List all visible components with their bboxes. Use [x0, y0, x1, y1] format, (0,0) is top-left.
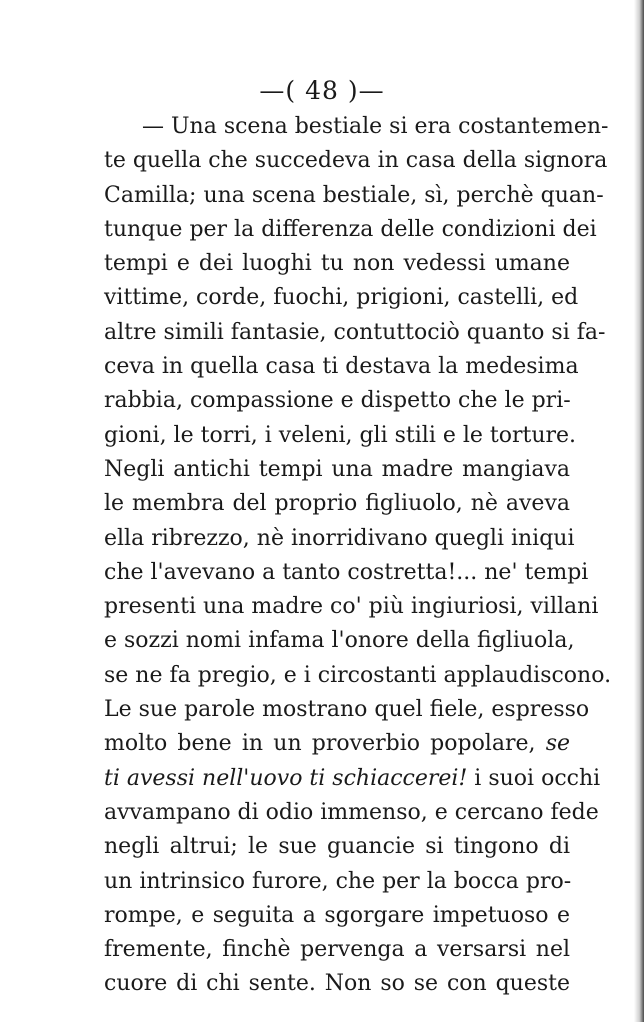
body-text: [104, 110, 612, 1002]
text-line: le membra del proprio figliuolo, nè aveva: [104, 491, 570, 517]
text-line: presenti una madre co' più ingiuriosi, villani: [104, 594, 599, 620]
page-edge-shadow: [634, 0, 644, 1022]
text-line: Le sue parole mostrano quel fiele, espresso: [104, 697, 590, 723]
text-line: negli altrui; le sue guancie si tingono di: [104, 834, 570, 860]
page-number: —( 48 )—: [259, 76, 385, 105]
text-line: avvampano di odio immenso, e cercano fede: [104, 799, 599, 825]
text-line: tunque per la differenza delle condizioni dei: [104, 216, 597, 242]
text-line: fremente, finchè pervenga a versarsi nel: [104, 937, 570, 963]
text-line: se ne fa pregio, e i circostanti applaudiscono.: [104, 662, 612, 688]
text-line: gioni, le torri, i veleni, gli stili e le torture.: [104, 422, 577, 448]
text-line: cuore di chi sente. Non so se con queste: [104, 971, 570, 997]
text-line: un intrinsico furore, che per la bocca pro-: [104, 868, 572, 894]
italic-segment: se: [545, 731, 570, 757]
text-line: ella ribrezzo, nè inorridivano quegli iniqui: [104, 525, 575, 551]
text-segment: molto bene in un proverbio popolare,: [104, 731, 536, 757]
text-line: Negli antichi tempi una madre mangiava: [104, 456, 570, 482]
text-line: rabbia, compassione e dispetto che le pri-: [104, 388, 571, 414]
text-line: altre simili fantasie, contuttociò quanto si fa-: [104, 319, 606, 345]
text-line: te quella che succedeva in casa della signora: [104, 148, 608, 174]
text-line: Camilla; una scena bestiale, sì, perchè quan-: [104, 182, 604, 208]
text-line: tempi e dei luoghi tu non vedessi umane: [104, 251, 570, 277]
text-segment: i suoi occhi: [467, 765, 601, 791]
text-line: ceva in quella casa ti destava la medesima: [104, 354, 579, 380]
text-line: vittime, corde, fuochi, prigioni, castelli, ed: [104, 285, 579, 311]
italic-segment: ti avessi nell'uovo ti schiaccerei!: [104, 765, 468, 791]
text-line: rompe, e seguita a sgorgare impetuoso e: [104, 902, 570, 928]
text-line: e sozzi nomi infama l'onore della figliuola,: [104, 628, 575, 654]
text-line: [104, 762, 601, 796]
text-line: — Una scena bestiale si era costantemen-: [142, 114, 609, 139]
text-line: [104, 727, 570, 761]
text-line: che l'avevano a tanto costretta!... ne' tempi: [104, 559, 589, 585]
